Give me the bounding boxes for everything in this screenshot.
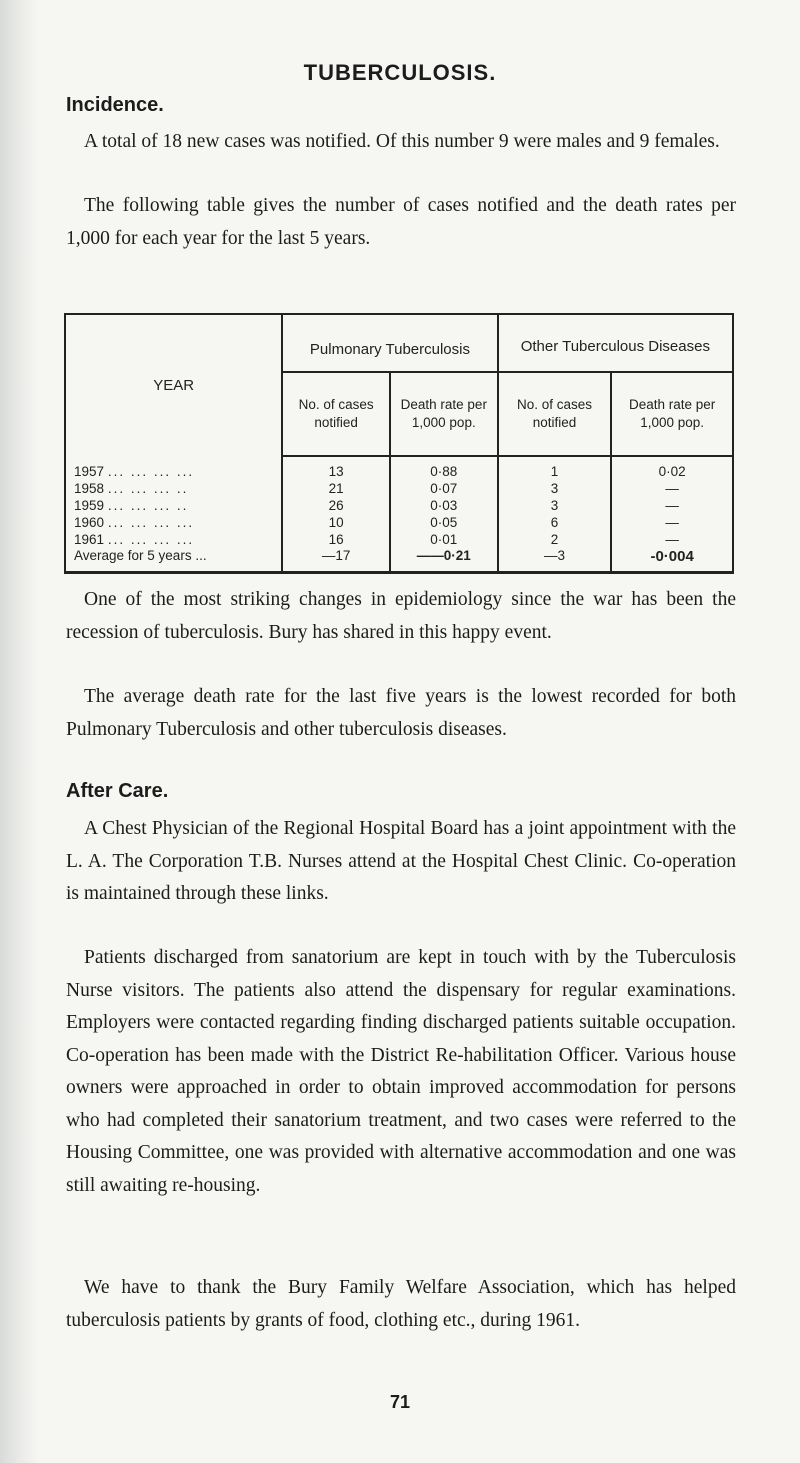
average-other-cases: —3 bbox=[498, 548, 612, 572]
other-rate-cell: 0·02 bbox=[611, 456, 733, 480]
average-row bbox=[65, 548, 733, 572]
other-rate-cell: — bbox=[611, 531, 733, 548]
year-cell: 1959 bbox=[74, 498, 105, 513]
table-row: 1958 ... ... ... .. 21 0·07 3 — bbox=[65, 480, 733, 497]
discussion-paragraph-2: The average death rate for the last five years is the lowest recorded for both Pulmonary Tuberculosis and other tuberculosis diseases. bbox=[66, 686, 736, 740]
tuberculosis-table bbox=[64, 313, 734, 574]
after-care-paragraph-2: Patients discharged from sanatorium are kept in touch with by the Tuberculosis Nurse visitors. The patients also attend the dispensary for regular examinations. Employers were contacted regarding finding discharged patients suitable occupation. Co-operation has been made with the District Re-habilitation Officer. Various house owners were approached in order to obtain improved accommodation for persons who had completed their sanatorium treatment, and two cases were referred to the Housing Committee, one was provided with alternative accommodation and one was still awaiting re-housing. bbox=[66, 947, 736, 1196]
pulmonary-cases-cell: 10 bbox=[282, 514, 390, 531]
pulmonary-rate-cell: 0·07 bbox=[390, 480, 498, 497]
average-pulmonary-rate: ——0·21 bbox=[390, 548, 498, 572]
other-cases-header: No. of cases notified bbox=[498, 372, 612, 456]
page-number: 71 bbox=[389, 1392, 411, 1412]
other-cases-cell: 2 bbox=[498, 531, 612, 548]
pulmonary-cases-cell: 26 bbox=[282, 497, 390, 514]
year-cell: 1961 bbox=[74, 532, 105, 547]
average-pulmonary-cases: —17 bbox=[282, 548, 390, 572]
incidence-paragraph-1: A total of 18 new cases was notified. Of this number 9 were males and 9 females. bbox=[84, 131, 720, 152]
pulmonary-cases-header: No. of cases notified bbox=[282, 372, 390, 456]
table-row: 1960 ... ... ... ... 10 0·05 6 — bbox=[65, 514, 733, 531]
pulmonary-rate-header: Death rate per 1,000 pop. bbox=[390, 372, 498, 456]
other-cases-cell: 3 bbox=[498, 497, 612, 514]
other-cases-cell: 1 bbox=[498, 456, 612, 480]
incidence-heading: Incidence. bbox=[66, 94, 164, 116]
other-cases-cell: 3 bbox=[498, 480, 612, 497]
pulmonary-rate-cell: 0·01 bbox=[390, 531, 498, 548]
pulmonary-rate-cell: 0·05 bbox=[390, 514, 498, 531]
average-label: Average for 5 years ... bbox=[65, 548, 282, 572]
discussion-paragraph-1: One of the most striking changes in epidemiology since the war has been the recession of tuberculosis. Bury has shared in this happy event. bbox=[66, 589, 736, 643]
page-edge-shadow bbox=[0, 0, 38, 1463]
average-other-rate: -0·004 bbox=[611, 548, 733, 572]
other-rate-cell: — bbox=[611, 480, 733, 497]
page-title: TUBERCULOSIS. bbox=[303, 60, 497, 85]
incidence-paragraph-2: The following table gives the number of cases notified and the death rates per 1,000 for each year for the last 5 years. bbox=[66, 195, 736, 249]
table-row: 1957 ... ... ... ... 13 0·88 1 0·02 bbox=[65, 456, 733, 480]
table-row: 1959 ... ... ... .. 26 0·03 3 — bbox=[65, 497, 733, 514]
pulmonary-cases-cell: 16 bbox=[282, 531, 390, 548]
year-cell: 1958 bbox=[74, 481, 105, 496]
other-rate-cell: — bbox=[611, 497, 733, 514]
year-header: YEAR bbox=[65, 314, 282, 456]
pulmonary-cases-cell: 21 bbox=[282, 480, 390, 497]
year-cell: 1960 bbox=[74, 515, 105, 530]
pulmonary-cases-cell: 13 bbox=[282, 456, 390, 480]
other-rate-header: Death rate per 1,000 pop. bbox=[611, 372, 733, 456]
year-cell: 1957 bbox=[74, 463, 105, 479]
after-care-heading: After Care. bbox=[66, 780, 169, 802]
pulmonary-rate-cell: 0·88 bbox=[390, 456, 498, 480]
table-row: 1961 ... ... ... ... 16 0·01 2 — bbox=[65, 531, 733, 548]
after-care-paragraph-3: We have to thank the Bury Family Welfare Association, which has helped tuberculosis patients by grants of food, clothing etc., during 1961. bbox=[66, 1277, 736, 1331]
other-rate-cell: — bbox=[611, 514, 733, 531]
pulmonary-group-header: Pulmonary Tuberculosis bbox=[282, 314, 497, 372]
other-cases-cell: 6 bbox=[498, 514, 612, 531]
other-group-header: Other Tuberculous Diseases bbox=[498, 314, 733, 372]
after-care-paragraph-1: A Chest Physician of the Regional Hospital Board has a joint appointment with the L. A. The Corporation T.B. Nurses attend at the Hospital Chest Clinic. Co-operation is maintained through these links. bbox=[66, 818, 736, 904]
pulmonary-rate-cell: 0·03 bbox=[390, 497, 498, 514]
